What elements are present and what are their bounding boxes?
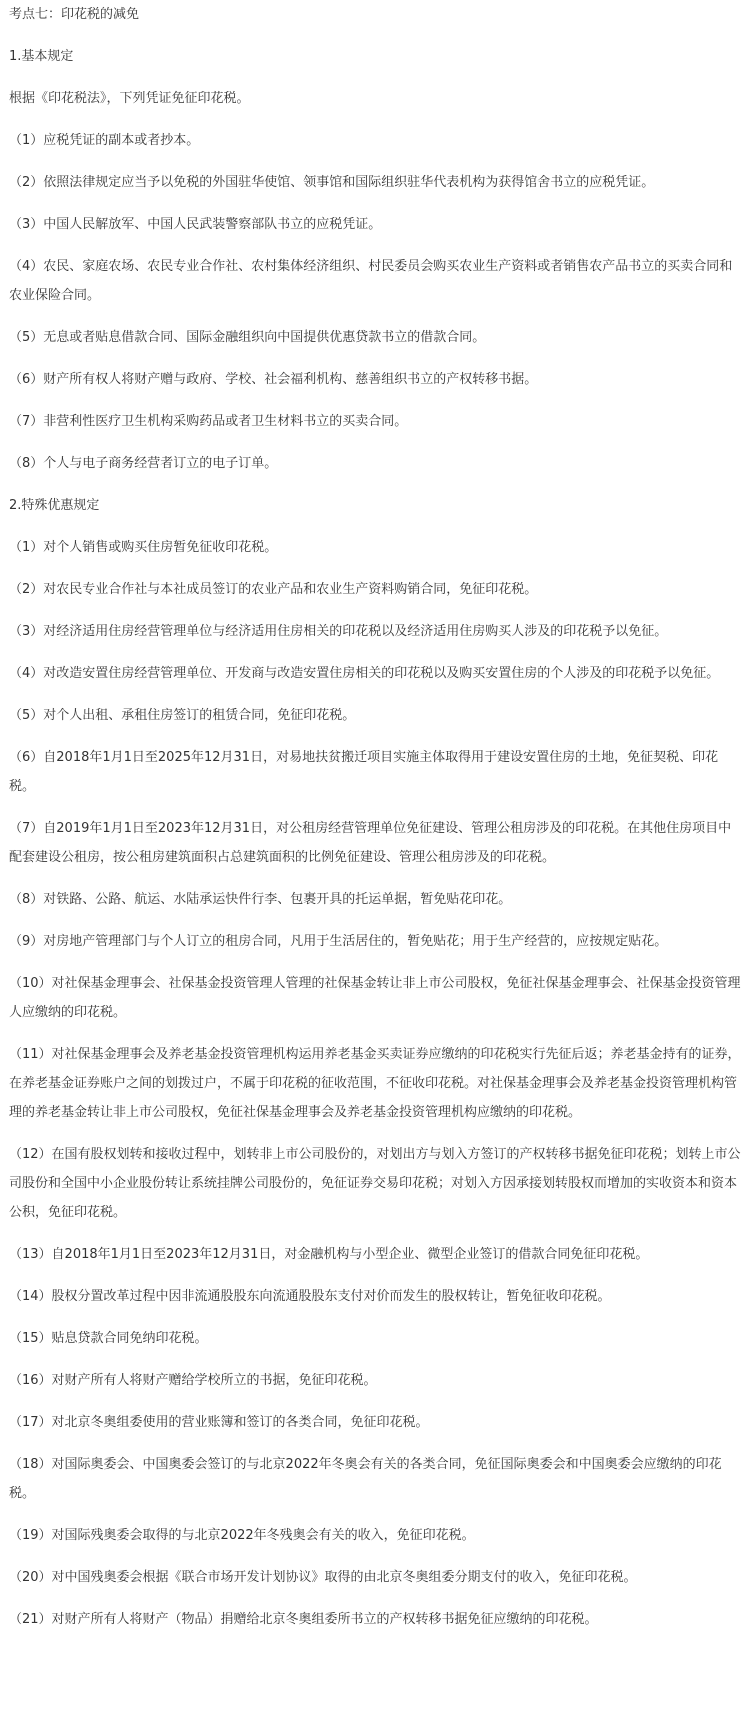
- section2-item: （14）股权分置改革过程中因非流通股股东向流通股股东支付对价而发生的股权转让，暂免征收印花税。: [9, 1289, 611, 1304]
- section2-item: （18）对国际奥委会、中国奥委会签订的与北京2022年冬奥会有关的各类合同，免征国际奥委会和中国奥委会应缴纳的印花税。: [9, 1457, 722, 1501]
- section2-item: （19）对国际残奥委会取得的与北京2022年冬残奥会有关的收入，免征印花税。: [9, 1528, 475, 1543]
- section2-item: （6）自2018年1月1日至2025年12月31日，对易地扶贫搬迁项目实施主体取得用于建设安置住房的土地，免征契税、印花税。: [9, 750, 719, 794]
- section2-item: （16）对财产所有人将财产赠给学校所立的书据，免征印花税。: [9, 1373, 377, 1388]
- section2-item: （21）对财产所有人将财产（物品）捐赠给北京冬奥组委所书立的产权转移书据免征应缴纳的印花税。: [9, 1612, 598, 1627]
- section2-item: （12）在国有股权划转和接收过程中，划转非上市公司股份的，对划出方与划入方签订的产权转移书据免征印花税；划转上市公司股份和全国中小企业股份转让系统挂牌公司股份的，免征证券交易印花税；对划入方因承接划转股权而增加的实收资本和资本公积，免征印花税。: [9, 1147, 741, 1220]
- section2-item: （17）对北京冬奥组委使用的营业账簿和签订的各类合同，免征印花税。: [9, 1415, 429, 1430]
- section1-item: （6）财产所有权人将财产赠与政府、学校、社会福利机构、慈善组织书立的产权转移书据。: [9, 372, 538, 387]
- section2-item: （9）对房地产管理部门与个人订立的租房合同，凡用于生活居住的，暂免贴花；用于生产经营的，应按规定贴花。: [9, 934, 668, 949]
- section1-item: （5）无息或者贴息借款合同、国际金融组织向中国提供优惠贷款书立的借款合同。: [9, 330, 486, 345]
- section2-item: （5）对个人出租、承租住房签订的租赁合同，免征印花税。: [9, 708, 356, 723]
- section1-item: （3）中国人民解放军、中国人民武装警察部队书立的应税凭证。: [9, 217, 382, 232]
- section1-intro: 根据《印花税法》，下列凭证免征印花税。: [9, 91, 250, 106]
- section2-item: （15）贴息贷款合同免纳印花税。: [9, 1331, 208, 1346]
- section2-item: （10）对社保基金理事会、社保基金投资管理人管理的社保基金转让非上市公司股权，免征社保基金理事会、社保基金投资管理人应缴纳的印花税。: [9, 976, 741, 1020]
- section1-item: （7）非营利性医疗卫生机构采购药品或者卫生材料书立的买卖合同。: [9, 414, 408, 429]
- section2-heading: 2.特殊优惠规定: [9, 498, 100, 513]
- section1-heading: 1.基本规定: [9, 49, 74, 64]
- section2-item: （13）自2018年1月1日至2023年12月31日，对金融机构与小型企业、微型企业签订的借款合同免征印花税。: [9, 1247, 649, 1262]
- section2-item: （4）对改造安置住房经营管理单位、开发商与改造安置住房相关的印花税以及购买安置住房的个人涉及的印花税予以免征。: [9, 666, 720, 681]
- section1-item: （2）依照法律规定应当予以免税的外国驻华使馆、领事馆和国际组织驻华代表机构为获得馆舍书立的应税凭证。: [9, 175, 655, 190]
- section1-item: （8）个人与电子商务经营者订立的电子订单。: [9, 456, 278, 471]
- section2-item: （3）对经济适用住房经营管理单位与经济适用住房相关的印花税以及经济适用住房购买人涉及的印花税予以免征。: [9, 624, 668, 639]
- section2-item: （2）对农民专业合作社与本社成员签订的农业产品和农业生产资料购销合同，免征印花税。: [9, 582, 538, 597]
- section2-item: （1）对个人销售或购买住房暂免征收印花税。: [9, 540, 278, 555]
- section2-item: （11）对社保基金理事会及养老基金投资管理机构运用养老基金买卖证券应缴纳的印花税实行先征后返；养老基金持有的证券，在养老基金证券账户之间的划拨过户，不属于印花税的征收范围，不征收印花税。对社保基金理事会及养老基金投资管理机构管理的养老基金转让非上市公司股权，免征社保基金理事会及养老基金投资管理机构应缴纳的印花税。: [9, 1047, 741, 1120]
- section1-item: （4）农民、家庭农场、农民专业合作社、农村集体经济组织、村民委员会购买农业生产资料或者销售农产品书立的买卖合同和农业保险合同。: [9, 259, 733, 303]
- section-title: 考点七：印花税的减免: [9, 7, 140, 22]
- section1-item: （1）应税凭证的副本或者抄本。: [9, 133, 200, 148]
- section2-item: （8）对铁路、公路、航运、水陆承运快件行李、包裹开具的托运单据，暂免贴花印花。: [9, 892, 512, 907]
- section2-item: （7）自2019年1月1日至2023年12月31日，对公租房经营管理单位免征建设、管理公租房涉及的印花税。在其他住房项目中配套建设公租房，按公租房建筑面积占总建筑面积的比例免征建设、管理公租房涉及的印花税。: [9, 821, 732, 865]
- section2-item: （20）对中国残奥委会根据《联合市场开发计划协议》取得的由北京冬奥组委分期支付的收入，免征印花税。: [9, 1570, 637, 1585]
